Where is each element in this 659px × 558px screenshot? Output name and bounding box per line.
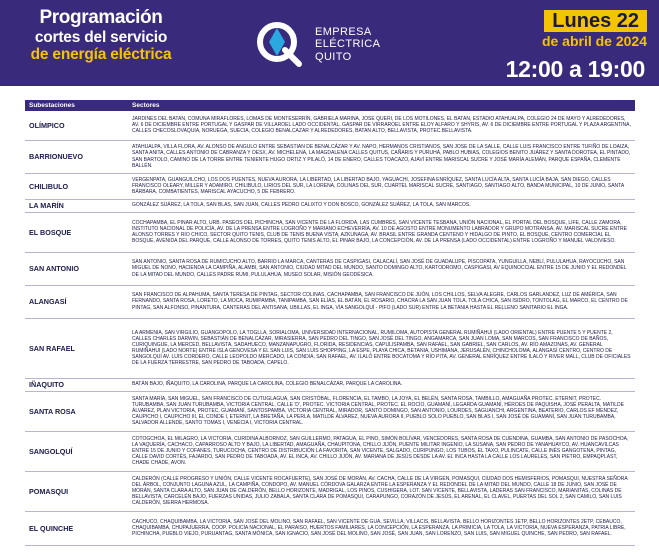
title-line1: Programación — [39, 7, 163, 28]
sectors-list: SAN FRANCISCO DE ALPAHUMA, SANTA TERESA DE PINTAG, SECTOR COLINAS, CACHAPAMBA, SAN FRANCISCO DE JUÓN, LOS CHILLOS, SELVA ALEGRE, CARLOS GARLANDEZ, LUZ DE AMÉRICA, SAN FERNANDO, SANTA ROSA, LORETO, LA MOCA, RUMIPAMBA, TANIPAMBA, SAN ELÍAS, EL BATÁN, EL ROSARIO, CHACRA LA SAN JUAN TOLA, TOLA CHICA, SAN ISIDRO, TONTOLAG, EL MARCO, EL CENTRO DE PINTAG, SAN ALFONSO, PINANTURA, CANTERAS DEL ANTISANA, UBILLAS, EL INGA, VÍA SANGOLQUÍ - PIFO (LADO SUR) ENTRE LA BETANIA HASTA EL RELLENO SANITARIO EL INGA. — [128, 285, 635, 318]
date-block — [517, 10, 647, 49]
substation-name: BARRIONUEVO — [25, 140, 128, 173]
substation-name: CHILIBULO — [25, 173, 128, 199]
substation-name: ALANGASÍ — [25, 285, 128, 318]
sectors-list: BATÁN BAJO, IÑAQUITO, LA CAROLINA, PARQUE LA CAROLINA, COLEGIO BENALCÁZAR, PARQUE LA CAROLINA. — [128, 378, 635, 391]
sectors-list: COCHAPAMBA, EL PINAR ALTO, URB. PASEOS DEL PICHINCHA, SAN VICENTE DE LA FLORIDA, LAS CUMBRES, SAN VICENTE TESBANA, UNIÓN NACIONAL, EL PORTAL DEL BOSQUE, LIFE, CALLE ZAMORA, INSTITUTO NACIONAL DE POLICÍA, AV. DE LA PRENSA ENTRE LOGROÑO Y MARIANO ECHEVERRÍA, AV. 10 DE AGOSTO ENTRE MONUMENTO LABRADOR Y GRUPO MOTRANSA, AV. MARISCAL SUCRE ENTRE ALONSO TORRES Y RIO CHICO, SECTOR QUITO TENIS, CLUB DE TENIS BUENA VISTA, AZKUNAGA, AV. BRASIL ENTRE GRANDA CENTENO Y HIDALGO DE PINTO, EL BOSQUE, CENTRO COMERCIAL EL BOSQUE, AVENIDA DEL PARQUE, CALLE ALONSO DE TORRES, QUITO TENIS ALTO, EL PINAR BAJO, LA CONCEPCIÓN, AV. DE LA PRENSA (LADO OCCIDENTAL) ENTRE LOGROÑO Y MANUEL VALDIVIESO. — [128, 212, 635, 252]
logo-text — [315, 26, 380, 63]
table-row — [25, 111, 635, 140]
logo-text-line1: EMPRESA — [315, 26, 372, 38]
col-header-subestaciones: Subestaciones — [25, 100, 128, 111]
sectors-list: SAN ANTONIO, SANTA ROSA DE RUMICUCHO ALTO, BARRIO LA MARCA, CANTERAS DE CASPIGASI, CALACALÍ, SAN JOSÉ DE GUADALUPE, PISCOPATA, YUNGUILLA, NEBLÍ, PULULAHUA, RAYOCUCHO, SAN MIGUEL DE NONO, HACIENDA LA CAMPIÑA, ALAMBI, SAN ANTONIO, CIUDAD MITAD DEL MUNDO, SANTO DOMINGO ALTO, KARTODROMO, CASPIGASI, AV EQUINOCCIAL ENTRE 15 DE JUNIO Y EL REDONDEL DE LA MITAD DEL MUNDO, CALLES PADRE RUMI, PULULAHUA, MUSEO SOLAR, MISIÓN GEODÉSICA. — [128, 252, 635, 285]
outage-table-wrap — [25, 100, 635, 546]
header-banner — [0, 0, 659, 86]
table-row — [25, 252, 635, 285]
sectors-list: JARDINES DEL BATAN, COMUNA MIRAFLORES, LOMAS DE MONTESERRÍN, GABRIELA MARINA, JOSE QUERI, DE LOS MOTILONES, EL BATAN, ESTADIO ATAHUALPA, COLEGIO 24 DE MAYO Y ALREDEDORES, AV. 6 DE DICIEMBRE ENTRE PORTUGAL Y GASPAR DE VILLAROEL LADO OCCIDENTAL, GASPAR DE VIRRAROEL ENTRE ELOY ALFARO Y SHYRIS, AV. 6 DE DICIEMBRE ENTRE PORTUGAL Y PLAZA ARGENTINA, CALLES CHECOSLOVAQUIA, NORUEGA, SUECIA, COLEGIO BENALCAZAR Y ALREDEDORES, BATAN ALTO, BELLAVISTA, PROTEC.BELLAVISTA. — [128, 111, 635, 140]
col-header-sectores: Sectores — [128, 100, 635, 111]
logo-text-line2: ELÉCTRICA — [315, 38, 381, 51]
table-row — [25, 173, 635, 199]
table-row — [25, 140, 635, 173]
sectors-list: GONZÁLEZ SUÁREZ, LA TOLA, SAN BLAS, SAN JUAN, CALLES PEDRO CALIXTO Y DON BOSCO, GONZÁLEZ SUÁREZ, LA TOLA, SAN MARCOS. — [128, 199, 635, 212]
table-row — [25, 511, 635, 545]
table-header-row — [25, 100, 635, 111]
time-range: 12:00 a 19:00 — [505, 56, 645, 82]
substation-name: SANGOLQUÍ — [25, 431, 128, 471]
logo-text-line3: QUITO — [315, 50, 352, 63]
table-row — [25, 471, 635, 511]
outage-table — [25, 100, 635, 546]
sectors-list: LA ARMENIA, SAN VIRGILIO, GUANGOPOLO, LA TOGLLA, SORIALOMA, UNIVERSIDAD INTERNACIONAL, RUMILOMA, AUTOPISTA GENERAL RUMIÑAHUI (LADO ORIENTAL) ENTRE PUENTE 5 Y PUENTE 2, CALLES CHARLES DARWIN, SEBASTIÁN DE BENALCÁZAR, MIRASIERRA, SAN PEDRO DEL TINGO, SAN JOSÉ DEL TINGO, ANGAMARCA, SAN JUAN LOMA, SAN MARCOS, SAN FRANCISCO DE BAÑOS, CURIQUINGUE, LA MERCED, BELLAVISTA, SADAHUECO, MANZANAPUGRO, FLORIDA, RESIDENCIAS, CAPULISPAMBA, SAN RAFAEL, SAN GABRIEL, SAN CARLOS, AV. RÍO AMAZONAS, AV. GENERAL RUMIÑAHUI (LADO NORTE) ENTRE ISLA GENOVESA Y EL SAN LUIS, SAN LUIS SHOPPING, LA ESPE, PLAYA CHICA, BETANIA, USHIMANA, JERUSALÉN, CHINCHOLOMA, ALANGASÍ CENTRO, CENTRO DE SANGOLQUÍ AV. LUIS CORDERO, CALLE LEOPOLDO MERCADO, LA CONDIA, SAN RAFAEL, AV. ILALÓ ENTRE BOCATOMA Y RÍO PITA, AV. GENERAL ENRÍQUEZ ENTRE ILALÓ Y RIVER MALL, CLUB DE OFICIALES DE LA FUERZA TERRESTRE, SAN PEDRO DE TABOADA, CAPELO. — [128, 318, 635, 378]
substation-name: POMASQUI — [25, 471, 128, 511]
sectors-list: CACHUCO, CHAQUIBAMBA, LA VICTORIA, SAN JOSÉ DEL MOLINO, SAN RAFAEL, SAN VICENTE DE GUA, SEVILLA, VILLACIS, BELLAVISTA, BELLO HORIZONTES 1ETP, BELLO HORIZONTES 2ETP, CEBAUCO, CHAQUIBAMBA, CHUPAJUERRA, COOP. POLICÍA NACIONAL, EL PARAISO, HUERTOS FAMILIARES, LA CONCEPCIÓN, LA ESPERANZA, LA PRIMICIA, LA TOLA, LA VICTORIA, NUEVA ESPERANZA, PATRIA LIBRE, PICHINCHA, PUEBLO VIEJO, PURUANTAG, SANTA MÓNICA, SAN IGNACIO, SAN JOSÉ DEL MOLINO, SAN JOSÉ, SAN JUAN, SAN LORENZO, SAN LUIS, SAN MIGUEL QUINCHE, SAN PEDRO, SAN RAFAEL. — [128, 511, 635, 545]
substation-name: SAN ANTONIO — [25, 252, 128, 285]
table-row — [25, 431, 635, 471]
date-rest: de abril de 2024 — [541, 33, 647, 49]
table-row — [25, 285, 635, 318]
title-line3: de energía eléctrica — [30, 46, 172, 64]
company-logo — [255, 20, 405, 70]
table-row — [25, 391, 635, 431]
substation-name: EL BOSQUE — [25, 212, 128, 252]
sectors-list: ATAHUALPA, VILLA FLORA, AV. ALONSO DE ANGULO ENTRE SEBASTIAN DE BENALCÁZAR Y AV. NAPO, HERMANOS CRISTIANOS, SAN JOSE DE LA SALLE, CALLE LUIS FRANCISCO ENTRE TUFIÑO DE LOAIZA, SANTA ANITA, CALLES ANTONIO DE CABRANZA Y OESX, AV. MICHELENA, LA MAGDALENA CALLES QUITUS, CAÑARIS Y PURUHÁ, PABLO HUBIAS, COLEGIOS BENITO JUÁREZ Y SANTA DOROTEA, EL PINTADO, SAN BARTOLO, CAMINO DE LA TORRE ENTRE TENIENTE HUGO ORTIZ Y PILALÓ, 14 DE ENERO, CALLES TOACAZO, AJAVÍ ENTRE MARISCAL SUCRE Y JOSÉ MARÍA ALEMÁN, PARQUE ESPAÑA, CLEMENTE BALLÉN. — [128, 140, 635, 173]
substation-name: SAN RAFAEL — [25, 318, 128, 378]
table-row — [25, 199, 635, 212]
table-row — [25, 318, 635, 378]
table-row — [25, 212, 635, 252]
substation-name: EL QUINCHE — [25, 511, 128, 545]
title-line2: cortes del servicio — [34, 28, 168, 46]
sectors-list: SANTA MARÍA, SAN MIGUEL, SAN FRANCISCO DE CUTUGLAGUA, SAN CRISTÓBAL, FLORENCIA, EL TAMBO, LA JOYA, EL BELÉN, SANTA ROSA, TAMBILLO, AMAGUAÑA PROTEC. ETERNIT, PROTEC. TURUBAMBA, SAN JUAN TURUBAMBA, VICTORIA CENTRAL, CALLE 'D', PROTEC. VICTORIA CENTRAL, PROTEC. EL ROCÍO, GUAMANÍ, LEGARDA GUAMANÍ, HÉROES DE PAQUISHA, JOSÉ PERALTA, MATILDE ÁLVAREZ, PLAN VICTORIA, PROTEC. GUAMANÍ, SANTOSPAMBA, VICTORIA CENTRAL, MIRADOR, SANTO DOMINGO, SAN ANTONIO, LOURDES, SAGUANCHI, ARGENTINA, BEATERIO, CARLOS EF MENDEZ, CAUPICHO I, CAUPICHO III, EL CONDE I, ETERNIT, LA BRETAÑA, LA PERLA, MATILDE ÁLVAREZ, NUEVA AURORA II, PUEBLO SOLO PUEBLO, SAN BLAS I, SAN JOSÉ DE GUAMANÍ, SAN JUAN TURUBAMBA, SALVADOR ALLENDE, SANTO TOMAS I, VENECIA I, VICTORIA CENTRAL. — [128, 391, 635, 431]
substation-name: SANTA ROSA — [25, 391, 128, 431]
date-day: Lunes 22 — [544, 10, 647, 32]
substation-name: OLÍMPICO — [25, 111, 128, 140]
substation-name: LA MARÍN — [25, 199, 128, 212]
title-block — [16, 8, 186, 63]
table-row — [25, 378, 635, 391]
logo-q-icon — [255, 20, 307, 68]
sectors-list: VERGENPATA, GUANGUILCHO, LOS DOS PUENTES, NUEVA AURORA, LA LIBERTAD, LA LIBERTAD BAJO, YAGUACHI, JOSEFINA ENRÍQUEZ, SANTA LUCÍA ALTA, SANTA LUCÍA BAJA, SAN DIEGO, CALLES FRANCISCO OLEARY, MILLER Y ADAMIRO, CHILIBULO, LIRIOS DEL SUR, LA LORENA, COLINAS DEL SUR, CUARTEL MARISCAL SUCRE, SANTIAGO, SANTIAGO ALTO, BANDA MUNICIPAL, 10 DE JUNIO, SANTA BÁRBARA, COMBATIENTES, MARISCAL AYACUCHO, 5 DE FEBRERO. — [128, 173, 635, 199]
substation-name: IÑAQUITO — [25, 378, 128, 391]
sectors-list: COTOGCHOA, EL MILAGRO, LA VICTORIA, CURIDINA ALBORNOZ, SAN GUILLERMO, PATAGUA, EL PINO, SIMÓN BOLÍVAR, VENCEDORES, SANTA ROSA DE CUENDINA, GUAMBA, SAN ANTONIO DE PASOCHOA, LA VAQUERÍA, CACHACO, CAPARROSO ALTO Y BAJO, LA LIBERTAD, AMAGUAÑA, CHAUPITONA, CHILLO JIJÓN, PUENTE MILITAR INGENIO, LA SUSANA, SAN PEDRO DE YANAHUAYCO, AV. HUANCAVILCAS ENTRE 15 DE JUNIO Y COFANES, TURUCOCHA, CENTRO DE DISTRIBUCIÓN LA FAVORITA, SAN VICENTE, SALGADO, CURIPUNGO, LOS TUBOS, EL TAXO, PULINCATE, CALLE INÉS GANGOTENA, PINTAG, CALLE DAVID CORTÉS, FAJARDO, SAN PEDRO DE TABOADA, AV. EL INCA, AV. CHILLO JIJÓN, AV. MARIANA DE JESÚS DESDE LA AV. EL INCA HASTA LA CALLE LOS LAURELES, SAN PIETRO, EMPAQPLAST, CHADE CHADE, AVON. — [128, 431, 635, 471]
sectors-list: CALDERÓN (CALLE PROGRESO Y UNIÓN, CALLE VICENTE ROCAFUERTE), SAN JOSÉ DE MORÁN, AV. CACHA, CALLE DE LA VIRGEN, POMASQUI, CIUDAD DOS HEMISFERIOS, POMASQUI, NUESTRA SEÑORA DEL ÁRBOL, CONJUNTO LAGUNA AZUL, LA CAMPIÑA, CONDOPO, AV. MANUEL CÓRDOVA GALARZA ENTRE LA ESPERANZA Y EL REDONDEL DE LA MITAD DEL MUNDO, CALLE 18 DE JUNIO, SAN JOSÉ DE MORÁN, SANTA CLARA ALTO, SAN JUAN DE CALDERÓN, BELLO HORIZONTE, MADRIGAL, LOS PINOS, CUSHIGERA, LOT. SAN VICENTE, BELLAVISTA, LADERAS SAN FRANCISCO, MARIANITAS, COLINAS DE BELLAVISTA, CARCELÉN BAJO, FUERZAS UNIDAS, JULIO ZABALA, SANTA CLARA DE POMASQUI, CARAPUNGO, CORAZÓN DE JESÚS, EL ARENAL, EL CLAVEL, PUERTAS DEL SOL 2, SAN CAMILO, SAN LUIS CALDERÓN, SIERRA HERMOSA. — [128, 471, 635, 511]
